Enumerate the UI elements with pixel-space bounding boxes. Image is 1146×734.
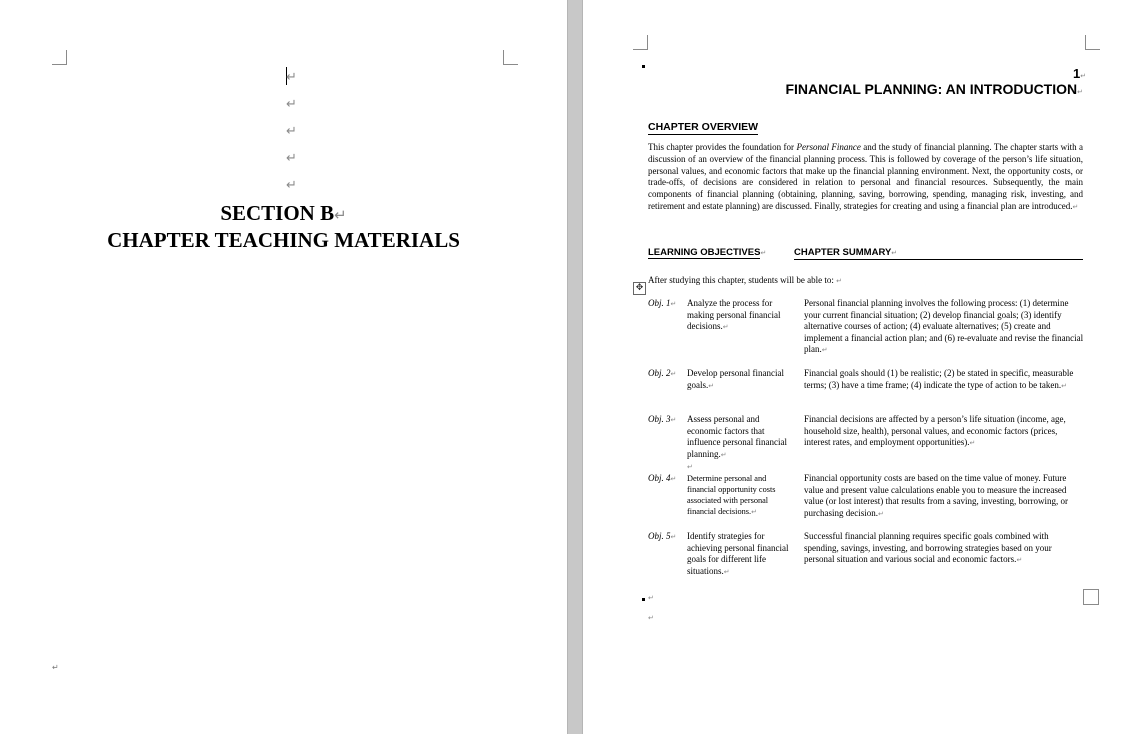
objective-summary bbox=[804, 414, 1084, 450]
paragraph-mark: ↵ bbox=[836, 277, 842, 285]
objective-text bbox=[687, 414, 792, 474]
paragraph-mark: ↵ bbox=[1061, 381, 1068, 390]
objective-text bbox=[687, 473, 792, 518]
right-page[interactable] bbox=[583, 0, 1146, 734]
intro-line bbox=[648, 275, 842, 285]
paragraph-mark: ↵ bbox=[751, 508, 757, 516]
objective-summary bbox=[804, 531, 1084, 567]
paragraph-mark: ↵ bbox=[670, 533, 677, 541]
crop-mark-top-right bbox=[1085, 35, 1100, 50]
overview-paragraph bbox=[648, 142, 1083, 214]
paragraph-mark: ↵ bbox=[286, 97, 297, 112]
paragraph-mark: ↵ bbox=[821, 346, 828, 355]
objective-summary-text: Successful financial planning requires specific goals combined with spending, savings, investing, and borrowing strategies based on your personal situation and various social and economic factors. bbox=[804, 531, 1052, 565]
paragraph-mark: ↵ bbox=[670, 370, 677, 378]
overview-heading-text: CHAPTER OVERVIEW bbox=[648, 121, 759, 133]
objective-label bbox=[648, 298, 676, 311]
crop-mark-top-right bbox=[503, 50, 518, 65]
paragraph-mark: ↵ bbox=[723, 567, 730, 576]
crop-mark-bottom-right bbox=[1083, 589, 1099, 605]
page-number bbox=[1073, 66, 1086, 81]
paragraph-mark: ↵ bbox=[334, 206, 347, 224]
chapter-title-text: FINANCIAL PLANNING: AN INTRODUCTION bbox=[785, 81, 1078, 97]
objective-label-text: Obj. 3 bbox=[648, 414, 671, 424]
paragraph-mark: ↵ bbox=[722, 323, 729, 332]
paragraph-mark: ↵ bbox=[708, 381, 715, 390]
chapter-summary-heading-text: CHAPTER SUMMARY bbox=[794, 247, 892, 258]
chapter-summary-heading bbox=[794, 247, 1083, 260]
paragraph-mark: ↵ bbox=[286, 178, 297, 193]
objective-summary-text: Financial opportunity costs are based on the time value of money. Future value and present value calculations enable you to measure the increased value (or lost interest) that results from a saving, investing, borrowing, or purchasing decision. bbox=[804, 473, 1068, 518]
paragraph-mark: ↵ bbox=[52, 663, 59, 672]
objective-summary-text: Personal financial planning involves the following process: (1) determine your current financial situation; (2) develop financial goals; (3) identify alternative courses of action; (4) evaluate alternatives; (5) create and implement a financial action plan; and (6) re-evaluate and revise the financial plan. bbox=[804, 298, 1084, 355]
objective-text bbox=[687, 298, 792, 334]
intro-line-text: After studying this chapter, students will be able to: bbox=[648, 275, 834, 285]
objective-label bbox=[648, 531, 676, 544]
crop-mark-top-left bbox=[52, 50, 67, 65]
paragraph-mark: ↵ bbox=[687, 463, 693, 472]
objective-text-content: Assess personal and economic factors that influence personal financial planning. bbox=[687, 414, 787, 459]
learning-objectives-heading-text: LEARNING OBJECTIVES bbox=[648, 247, 761, 258]
objective-text-content: Identify strategies for achieving personal financial goals for different life situations. bbox=[687, 531, 789, 576]
table-move-handle-icon[interactable]: ✥ bbox=[633, 282, 646, 295]
objective-text-content: Analyze the process for making personal financial decisions. bbox=[687, 298, 781, 332]
paragraph-mark: ↵ bbox=[1016, 556, 1023, 565]
objective-label bbox=[648, 368, 676, 381]
paragraph-mark: ↵ bbox=[891, 249, 898, 257]
paragraph-mark: ↵ bbox=[286, 70, 297, 85]
chapter-title bbox=[785, 81, 1083, 97]
objective-label bbox=[648, 414, 676, 427]
learning-objectives-heading bbox=[648, 247, 766, 258]
objective-label-text: Obj. 5 bbox=[648, 531, 671, 541]
objective-summary bbox=[804, 368, 1084, 392]
objective-text bbox=[687, 531, 792, 578]
section-subtitle-text: CHAPTER TEACHING MATERIALS bbox=[107, 228, 460, 252]
paragraph-mark: ↵ bbox=[286, 151, 297, 166]
anchor-dot bbox=[642, 598, 645, 601]
overview-heading bbox=[648, 121, 758, 135]
objective-label-text: Obj. 1 bbox=[648, 298, 671, 308]
section-subtitle bbox=[0, 227, 567, 254]
paragraph-mark: ↵ bbox=[670, 416, 677, 424]
paragraph-mark: ↵ bbox=[286, 124, 297, 139]
paragraph-mark: ↵ bbox=[877, 509, 884, 518]
paragraph-mark: ↵ bbox=[760, 249, 767, 257]
crop-mark-top-left bbox=[633, 35, 648, 50]
paragraph-mark: ↵ bbox=[1077, 88, 1083, 96]
paragraph-mark: ↵ bbox=[720, 450, 727, 459]
objective-summary-text: Financial goals should (1) be realistic; (2) be stated in specific, measurable terms; (3) have a time frame; (4) indicate the type of action to be taken. bbox=[804, 368, 1074, 390]
objective-summary-text: Financial decisions are affected by a person’s life situation (income, age, household size, health), personal values, and economic factors (prices, interest rates, and employment opportunities). bbox=[804, 414, 1066, 448]
objective-text-content: Determine personal and financial opportunity costs associated with personal financial decisions. bbox=[687, 474, 776, 516]
paragraph-mark: ↵ bbox=[1072, 202, 1079, 211]
anchor-dot bbox=[642, 65, 645, 68]
paragraph-mark: ↵ bbox=[1080, 72, 1087, 80]
section-title bbox=[0, 200, 567, 229]
paragraph-mark: ↵ bbox=[648, 594, 654, 602]
objective-text-content: Develop personal financial goals. bbox=[687, 368, 784, 390]
objective-text bbox=[687, 368, 792, 392]
paragraph-mark: ↵ bbox=[670, 300, 677, 308]
paragraph-mark: ↵ bbox=[969, 439, 976, 448]
objective-label-text: Obj. 4 bbox=[648, 473, 671, 483]
page-gutter bbox=[567, 0, 583, 734]
page-number-text: 1 bbox=[1073, 66, 1081, 81]
paragraph-mark: ↵ bbox=[670, 475, 677, 483]
overview-text-italic: Personal Finance bbox=[796, 142, 861, 152]
objective-summary bbox=[804, 473, 1084, 520]
section-title-text: SECTION B bbox=[220, 201, 335, 225]
paragraph-mark: ↵ bbox=[648, 614, 654, 622]
objective-summary bbox=[804, 298, 1084, 357]
overview-text-end: and the study of financial planning. The chapter starts with a discussion of an overview of the financial planning process. This is followed by coverage of the person’s life situation, personal values, and economic factors that make up the financial planning environment. Next, the opportunity costs, or trade-offs, of decisions are considered in relation to personal and financial resources. Subsequently, the main components of financial planning (obtaining, planning, saving, borrowing, spending, managing risk, investing, and retirement and estate planning) are discussed. Finally, strategies for creating and using a financial plan are introduced. bbox=[648, 142, 1083, 211]
objective-label-text: Obj. 2 bbox=[648, 368, 671, 378]
left-page[interactable] bbox=[0, 0, 567, 734]
overview-text-start: This chapter provides the foundation for bbox=[648, 142, 797, 152]
objective-label bbox=[648, 473, 676, 486]
